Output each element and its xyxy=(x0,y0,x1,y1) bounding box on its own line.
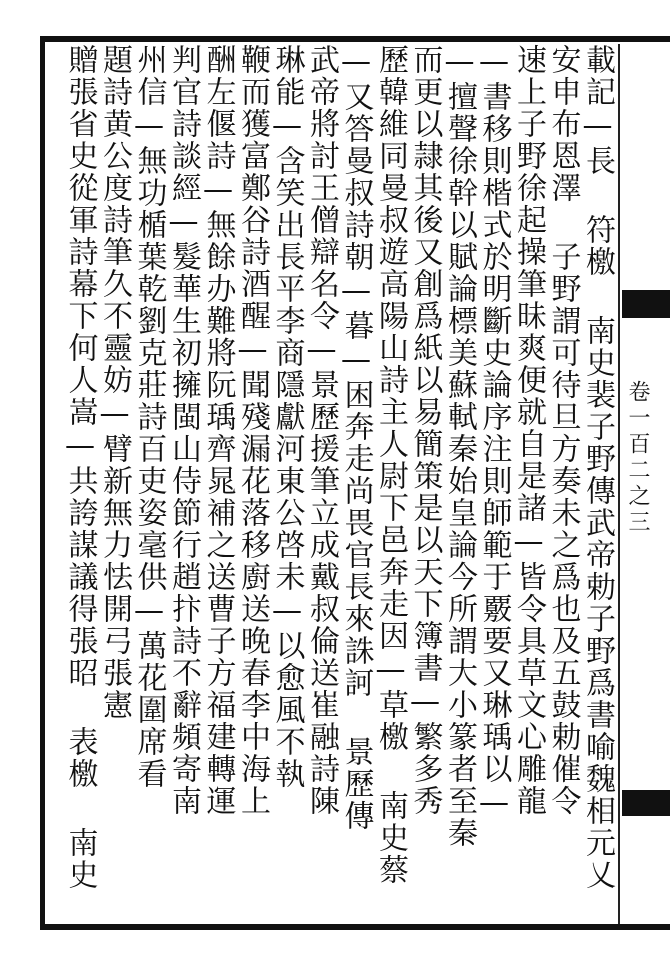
column-text: 酬左偃詩—無餘办難將阮瑀齊晁補之送曹子方福建轉運 xyxy=(200,44,236,817)
text-column xyxy=(61,44,99,924)
text-column xyxy=(199,44,237,924)
column-text: 載記—長 符檄 南史裴子野傳武帝勅子野爲書喻魏相元乂 xyxy=(580,44,615,891)
column-text: 速上子野徐起操筆昧爽便就自是諸—皆令具草文心雕龍 xyxy=(511,44,546,817)
column-text: 琳能—含笑出長平李商隱獻河東公啓未—以愈風不執 xyxy=(269,44,305,790)
column-text: —又答曼叔詩朝—暮—困奔走尚畏官長來誅訶 景歷傳 xyxy=(338,44,374,832)
fishtail-mark-lower xyxy=(622,790,670,816)
volume-label: 卷一百二之三 xyxy=(625,380,650,536)
column-text: 判官詩談經—髮華生初擁閩山侍節行趙抃詩不辭頻寄南 xyxy=(166,44,201,817)
text-column xyxy=(371,44,409,924)
column-text: 而更以隷其後又創爲紙以易簡策是以天下簿書—繁多秀 xyxy=(407,44,443,817)
text-column xyxy=(268,44,306,924)
column-text: —擅聲徐幹以賦論標美蘇軾秦始皇論今所謂大小篆者至秦 xyxy=(442,44,477,849)
text-column xyxy=(164,44,202,924)
text-column xyxy=(440,44,478,924)
column-text: 州信—無功楯葉乾劉克莊詩百吏姿毫供—萬花圍席看 xyxy=(131,44,167,790)
column-text: 武帝將討王僧辯名令—景歷援筆立成戴叔倫送崔融詩陳 xyxy=(304,44,339,817)
text-column xyxy=(302,44,340,924)
column-text: 安申布恩澤 子野謂可待旦方奏未之爲也及五鼓勅催令 xyxy=(545,44,581,817)
column-text: 歷韓維同曼叔遊高陽山詩主人尉下邑奔走因—草檄 南史蔡 xyxy=(373,44,408,886)
left-border xyxy=(40,36,45,930)
bottom-border xyxy=(40,924,670,930)
text-column xyxy=(475,44,513,924)
text-column xyxy=(544,44,582,924)
text-column xyxy=(95,44,133,924)
top-border xyxy=(40,36,670,42)
text-column xyxy=(233,44,271,924)
margin-rule xyxy=(618,44,620,924)
fishtail-mark xyxy=(622,290,670,318)
column-text: 贈張省史從軍詩幕下何人嵩—共誇謀議得張昭 表檄 南史 xyxy=(62,44,98,891)
column-text: 鞭而獲富鄭谷詩酒醒—聞殘漏花落移廚送晚春李中海上 xyxy=(235,44,270,817)
text-column xyxy=(406,44,444,924)
column-text: —書移則楷式於明斷史論序注則師範于覈要又琳瑀以— xyxy=(476,44,512,822)
text-column xyxy=(578,44,616,924)
text-column xyxy=(130,44,168,924)
column-text: 題詩黄公度詩筆久不靈妨—臂新無力怯開弓張憲 xyxy=(97,44,132,721)
text-column xyxy=(337,44,375,924)
text-column xyxy=(509,44,547,924)
